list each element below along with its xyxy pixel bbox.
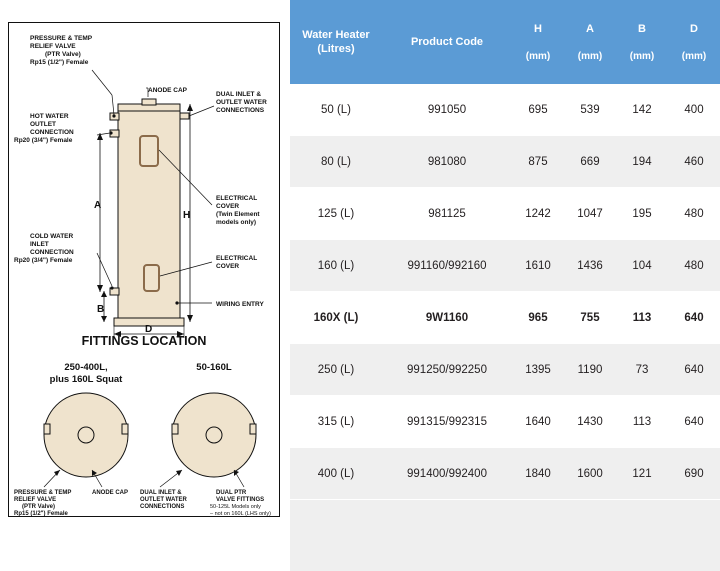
cell-b: 113 bbox=[616, 396, 668, 448]
header-d bbox=[668, 0, 720, 84]
top-view-left-anode bbox=[78, 427, 94, 443]
table-row bbox=[290, 84, 720, 136]
leader-ptr-dot bbox=[112, 114, 115, 117]
cell-a: 1436 bbox=[564, 240, 616, 292]
header-capacity-line2: (Litres) bbox=[317, 43, 355, 55]
svg-text:(PTR Valve): (PTR Valve) bbox=[22, 504, 56, 510]
tank-body bbox=[118, 110, 180, 318]
svg-text:(PTR Valve): (PTR Valve) bbox=[45, 51, 81, 58]
svg-text:Rp15 (1/2") Female: Rp15 (1/2") Female bbox=[14, 511, 68, 517]
leader-bottom-dual-arrow bbox=[176, 470, 182, 476]
specifications-table bbox=[290, 0, 720, 500]
cell-b: 195 bbox=[616, 188, 668, 240]
table-row bbox=[290, 292, 720, 344]
svg-text:Rp20 (3/4") Female: Rp20 (3/4") Female bbox=[14, 137, 73, 144]
svg-text:RELIEF VALVE: RELIEF VALVE bbox=[30, 43, 76, 50]
dim-a-label: A bbox=[94, 200, 102, 211]
dim-d-label: D bbox=[145, 324, 153, 335]
leader-hot-dot bbox=[109, 131, 112, 134]
cell-a: 1190 bbox=[564, 344, 616, 396]
cell-capacity: 160X (L) bbox=[290, 292, 382, 344]
header-product-code-label: Product Code bbox=[410, 36, 484, 48]
anode-cap-shape bbox=[142, 99, 156, 105]
svg-text:PRESSURE & TEMP: PRESSURE & TEMP bbox=[14, 490, 72, 496]
svg-text:CONNECTION: CONNECTION bbox=[30, 129, 74, 136]
table-row bbox=[290, 240, 720, 292]
dim-b-arrow-top bbox=[101, 291, 107, 297]
header-a-label: A bbox=[586, 22, 594, 35]
header-b-label: B bbox=[638, 22, 646, 35]
cell-h: 1640 bbox=[512, 396, 564, 448]
label-electrical-cover bbox=[216, 255, 257, 270]
dim-a-arrow-bottom bbox=[97, 285, 103, 292]
cell-d: 480 bbox=[668, 188, 720, 240]
svg-text:COVER: COVER bbox=[216, 203, 240, 210]
leader-ptr-2 bbox=[112, 95, 114, 115]
svg-text:ANODE CAP: ANODE CAP bbox=[148, 87, 188, 94]
top-view-left-dual bbox=[122, 424, 128, 434]
svg-text:INLET: INLET bbox=[30, 241, 49, 248]
svg-text:ELECTRICAL: ELECTRICAL bbox=[216, 195, 258, 202]
header-a-unit: (mm) bbox=[577, 50, 603, 62]
top-view-left-ptr bbox=[44, 424, 50, 434]
svg-text:Rp15 (1/2") Female: Rp15 (1/2") Female bbox=[30, 59, 89, 66]
cell-product-code: 991050 bbox=[382, 84, 512, 136]
cell-d: 480 bbox=[668, 240, 720, 292]
water-heater-diagram bbox=[0, 0, 288, 571]
svg-text:HOT WATER: HOT WATER bbox=[30, 113, 69, 120]
cell-product-code: 991315/992315 bbox=[382, 396, 512, 448]
cell-capacity: 400 (L) bbox=[290, 448, 382, 500]
svg-text:CONNECTIONS: CONNECTIONS bbox=[140, 504, 185, 510]
label-ptr-valve bbox=[30, 35, 93, 66]
cell-a: 1430 bbox=[564, 396, 616, 448]
cell-d: 640 bbox=[668, 292, 720, 344]
svg-text:COVER: COVER bbox=[216, 263, 240, 270]
cell-d: 690 bbox=[668, 448, 720, 500]
table-row bbox=[290, 448, 720, 500]
bottom-left-caption bbox=[50, 362, 124, 385]
cell-b: 194 bbox=[616, 136, 668, 188]
table-row bbox=[290, 344, 720, 396]
diagram-panel bbox=[0, 0, 288, 571]
cell-b: 73 bbox=[616, 344, 668, 396]
header-h-unit: (mm) bbox=[525, 50, 551, 62]
leader-cold-dot bbox=[110, 286, 113, 289]
svg-text:DUAL PTR: DUAL PTR bbox=[216, 490, 247, 496]
cell-product-code: 981125 bbox=[382, 188, 512, 240]
svg-text:CONNECTIONS: CONNECTIONS bbox=[216, 107, 265, 114]
svg-text:models only): models only) bbox=[216, 219, 257, 226]
svg-text:PRESSURE & TEMP: PRESSURE & TEMP bbox=[30, 35, 93, 42]
cell-product-code: 991400/992400 bbox=[382, 448, 512, 500]
dim-h-arrow-bottom bbox=[187, 315, 193, 322]
svg-text:ANODE CAP: ANODE CAP bbox=[92, 490, 129, 496]
table-row bbox=[290, 136, 720, 188]
header-d-unit: (mm) bbox=[681, 50, 707, 62]
svg-text:– not on 160L (LHS only): – not on 160L (LHS only) bbox=[210, 511, 271, 517]
cell-a: 755 bbox=[564, 292, 616, 344]
svg-text:plus 160L Squat: plus 160L Squat bbox=[49, 374, 123, 385]
table-row bbox=[290, 396, 720, 448]
specifications-table-panel bbox=[290, 0, 720, 571]
cell-capacity: 250 (L) bbox=[290, 344, 382, 396]
svg-text:OUTLET WATER: OUTLET WATER bbox=[140, 497, 187, 503]
cell-product-code: 9W1160 bbox=[382, 292, 512, 344]
cell-product-code: 991160/992160 bbox=[382, 240, 512, 292]
cell-h: 1242 bbox=[512, 188, 564, 240]
cell-b: 113 bbox=[616, 292, 668, 344]
svg-text:CONNECTION: CONNECTION bbox=[30, 249, 74, 256]
label-dual-inlet bbox=[216, 91, 267, 114]
label-cold-water-inlet bbox=[14, 233, 74, 264]
cell-h: 965 bbox=[512, 292, 564, 344]
svg-text:DUAL INLET &: DUAL INLET & bbox=[140, 490, 182, 496]
cell-capacity: 50 (L) bbox=[290, 84, 382, 136]
cell-product-code: 991250/992250 bbox=[382, 344, 512, 396]
svg-text:VALVE FITTINGS: VALVE FITTINGS bbox=[216, 497, 265, 503]
cell-d: 400 bbox=[668, 84, 720, 136]
svg-text:OUTLET: OUTLET bbox=[30, 121, 56, 128]
label-hot-water-outlet bbox=[14, 113, 74, 144]
cell-capacity: 125 (L) bbox=[290, 188, 382, 240]
top-view-right-ptr bbox=[172, 424, 178, 434]
cell-a: 1600 bbox=[564, 448, 616, 500]
cell-product-code: 981080 bbox=[382, 136, 512, 188]
cell-a: 1047 bbox=[564, 188, 616, 240]
leader-wiring-dot bbox=[175, 301, 178, 304]
dim-b-label: B bbox=[97, 304, 105, 315]
cell-b: 142 bbox=[616, 84, 668, 136]
svg-text:RELIEF VALVE: RELIEF VALVE bbox=[14, 497, 57, 503]
dim-b-arrow-bottom bbox=[101, 316, 107, 322]
table-body bbox=[290, 84, 720, 500]
fittings-location-title: FITTINGS LOCATION bbox=[81, 334, 207, 348]
svg-text:Rp20 (3/4") Female: Rp20 (3/4") Female bbox=[14, 257, 73, 264]
dual-inlet-shape bbox=[180, 113, 189, 119]
header-capacity bbox=[290, 0, 382, 84]
cell-d: 640 bbox=[668, 396, 720, 448]
cell-d: 460 bbox=[668, 136, 720, 188]
cell-capacity: 160 (L) bbox=[290, 240, 382, 292]
header-h-label: H bbox=[534, 22, 542, 35]
header-product-code bbox=[382, 0, 512, 84]
cell-h: 1840 bbox=[512, 448, 564, 500]
bottom-right-caption bbox=[196, 362, 232, 373]
svg-text:50-160L: 50-160L bbox=[196, 362, 232, 373]
label-bottom-ptr-valve bbox=[14, 490, 71, 517]
header-b-unit: (mm) bbox=[629, 50, 655, 62]
label-electrical-cover-twin bbox=[216, 195, 260, 226]
cell-b: 121 bbox=[616, 448, 668, 500]
svg-text:OUTLET WATER: OUTLET WATER bbox=[216, 99, 267, 106]
svg-text:COLD WATER: COLD WATER bbox=[30, 233, 74, 240]
cell-a: 539 bbox=[564, 84, 616, 136]
table-header-row bbox=[290, 0, 720, 84]
top-view-right-dual bbox=[250, 424, 256, 434]
svg-text:250-400L,: 250-400L, bbox=[64, 362, 108, 373]
svg-text:(Twin Element: (Twin Element bbox=[216, 211, 260, 218]
leader-ptr bbox=[92, 70, 112, 95]
header-capacity-line1: Water Heater bbox=[302, 29, 370, 41]
svg-text:WIRING ENTRY: WIRING ENTRY bbox=[216, 301, 264, 308]
cell-capacity: 80 (L) bbox=[290, 136, 382, 188]
cell-h: 875 bbox=[512, 136, 564, 188]
leader-cold bbox=[97, 253, 112, 286]
cell-capacity: 315 (L) bbox=[290, 396, 382, 448]
label-anode-cap bbox=[148, 87, 188, 94]
label-bottom-dual-inlet bbox=[140, 490, 188, 510]
label-bottom-anode-cap bbox=[92, 490, 128, 496]
cell-a: 669 bbox=[564, 136, 616, 188]
svg-text:DUAL INLET &: DUAL INLET & bbox=[216, 91, 262, 98]
header-a bbox=[564, 0, 616, 84]
header-d-label: D bbox=[690, 22, 698, 35]
dim-h-label: H bbox=[183, 210, 191, 221]
cell-b: 104 bbox=[616, 240, 668, 292]
table-row bbox=[290, 188, 720, 240]
cell-h: 695 bbox=[512, 84, 564, 136]
cell-d: 640 bbox=[668, 344, 720, 396]
header-b bbox=[616, 0, 668, 84]
label-bottom-dual-ptr bbox=[210, 490, 271, 517]
svg-text:ELECTRICAL: ELECTRICAL bbox=[216, 255, 258, 262]
cell-h: 1610 bbox=[512, 240, 564, 292]
header-h bbox=[512, 0, 564, 84]
svg-text:50-125L Models only: 50-125L Models only bbox=[210, 504, 261, 510]
dim-h-arrow-top bbox=[187, 104, 193, 111]
leader-hot bbox=[97, 133, 110, 135]
label-wiring-entry bbox=[216, 301, 264, 308]
cell-h: 1395 bbox=[512, 344, 564, 396]
top-view-right-anode bbox=[206, 427, 222, 443]
